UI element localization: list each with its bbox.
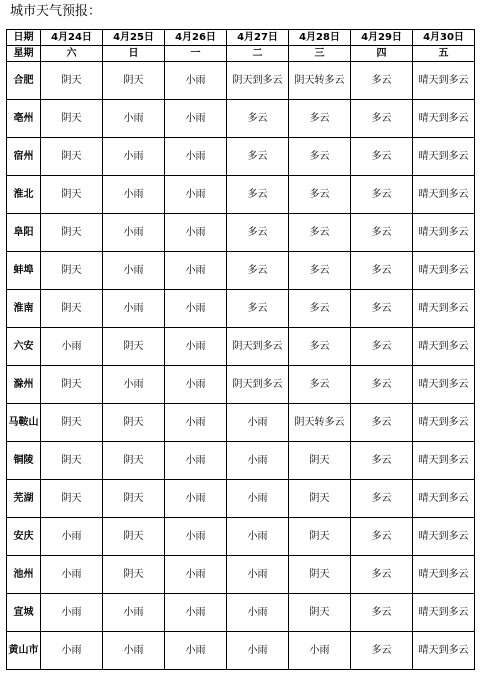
table-row bbox=[7, 556, 475, 594]
forecast-cell: 小雨 bbox=[165, 252, 227, 290]
weekday-label: 星期 bbox=[7, 46, 41, 62]
forecast-cell: 晴天到多云 bbox=[413, 138, 475, 176]
forecast-cell: 阴天 bbox=[103, 62, 165, 100]
date-cell: 4月25日 bbox=[103, 30, 165, 46]
forecast-cell: 阴天 bbox=[103, 328, 165, 366]
forecast-cell: 多云 bbox=[289, 176, 351, 214]
forecast-cell: 小雨 bbox=[227, 442, 289, 480]
table-row bbox=[7, 480, 475, 518]
forecast-cell: 多云 bbox=[227, 214, 289, 252]
forecast-cell: 晴天到多云 bbox=[413, 480, 475, 518]
forecast-cell: 多云 bbox=[289, 214, 351, 252]
forecast-cell: 阴天转多云 bbox=[289, 404, 351, 442]
date-label: 日期 bbox=[7, 30, 41, 46]
forecast-cell: 晴天到多云 bbox=[413, 100, 475, 138]
forecast-table bbox=[6, 29, 475, 670]
weekday-cell: 五 bbox=[413, 46, 475, 62]
header-row-dates bbox=[7, 30, 475, 46]
forecast-cell: 多云 bbox=[351, 442, 413, 480]
forecast-cell: 多云 bbox=[351, 252, 413, 290]
forecast-cell: 阴天 bbox=[289, 518, 351, 556]
city-name: 淮南 bbox=[7, 290, 41, 328]
forecast-cell: 多云 bbox=[289, 252, 351, 290]
forecast-cell: 阴天转多云 bbox=[289, 62, 351, 100]
forecast-cell: 小雨 bbox=[165, 62, 227, 100]
forecast-cell: 小雨 bbox=[103, 176, 165, 214]
city-name: 芜湖 bbox=[7, 480, 41, 518]
forecast-cell: 阴天 bbox=[41, 442, 103, 480]
forecast-cell: 多云 bbox=[289, 366, 351, 404]
forecast-cell: 多云 bbox=[227, 100, 289, 138]
forecast-cell: 阴天 bbox=[41, 214, 103, 252]
forecast-cell: 小雨 bbox=[165, 632, 227, 670]
date-cell: 4月24日 bbox=[41, 30, 103, 46]
table-row bbox=[7, 252, 475, 290]
weekday-cell: 三 bbox=[289, 46, 351, 62]
city-name: 六安 bbox=[7, 328, 41, 366]
table-row bbox=[7, 442, 475, 480]
forecast-cell: 晴天到多云 bbox=[413, 366, 475, 404]
forecast-cell: 小雨 bbox=[41, 632, 103, 670]
forecast-cell: 多云 bbox=[227, 290, 289, 328]
forecast-cell: 晴天到多云 bbox=[413, 594, 475, 632]
forecast-cell: 晴天到多云 bbox=[413, 404, 475, 442]
table-row bbox=[7, 214, 475, 252]
forecast-cell: 小雨 bbox=[41, 594, 103, 632]
forecast-cell: 小雨 bbox=[227, 594, 289, 632]
date-cell: 4月29日 bbox=[351, 30, 413, 46]
forecast-cell: 晴天到多云 bbox=[413, 62, 475, 100]
forecast-cell: 多云 bbox=[351, 404, 413, 442]
forecast-cell: 晴天到多云 bbox=[413, 442, 475, 480]
forecast-cell: 小雨 bbox=[103, 594, 165, 632]
forecast-cell: 阴天 bbox=[41, 176, 103, 214]
forecast-cell: 阴天 bbox=[289, 556, 351, 594]
forecast-cell: 多云 bbox=[289, 290, 351, 328]
forecast-cell: 晴天到多云 bbox=[413, 252, 475, 290]
forecast-cell: 多云 bbox=[289, 328, 351, 366]
forecast-cell: 小雨 bbox=[227, 404, 289, 442]
forecast-cell: 多云 bbox=[351, 176, 413, 214]
forecast-cell: 小雨 bbox=[165, 404, 227, 442]
forecast-cell: 阴天到多云 bbox=[227, 62, 289, 100]
forecast-cell: 多云 bbox=[351, 138, 413, 176]
city-name: 安庆 bbox=[7, 518, 41, 556]
forecast-cell: 小雨 bbox=[165, 100, 227, 138]
table-row bbox=[7, 100, 475, 138]
city-name: 阜阳 bbox=[7, 214, 41, 252]
header-row-weekdays bbox=[7, 46, 475, 62]
forecast-cell: 多云 bbox=[351, 214, 413, 252]
forecast-cell: 阴天 bbox=[41, 252, 103, 290]
table-row bbox=[7, 366, 475, 404]
table-row bbox=[7, 138, 475, 176]
forecast-cell: 小雨 bbox=[41, 556, 103, 594]
page-title: 城市天气预报： bbox=[10, 4, 102, 19]
weekday-cell: 一 bbox=[165, 46, 227, 62]
city-name: 滁州 bbox=[7, 366, 41, 404]
forecast-cell: 多云 bbox=[351, 100, 413, 138]
city-name: 马鞍山 bbox=[7, 404, 41, 442]
forecast-cell: 小雨 bbox=[227, 632, 289, 670]
forecast-cell: 晴天到多云 bbox=[413, 328, 475, 366]
city-name: 合肥 bbox=[7, 62, 41, 100]
city-name: 池州 bbox=[7, 556, 41, 594]
date-cell: 4月30日 bbox=[413, 30, 475, 46]
forecast-cell: 小雨 bbox=[103, 290, 165, 328]
forecast-cell: 晴天到多云 bbox=[413, 556, 475, 594]
forecast-cell: 多云 bbox=[351, 366, 413, 404]
forecast-cell: 阴天 bbox=[41, 100, 103, 138]
forecast-cell: 小雨 bbox=[103, 214, 165, 252]
forecast-cell: 阴天 bbox=[103, 556, 165, 594]
forecast-cell: 阴天 bbox=[289, 480, 351, 518]
table-row bbox=[7, 518, 475, 556]
forecast-cell: 多云 bbox=[351, 556, 413, 594]
forecast-cell: 阴天 bbox=[41, 290, 103, 328]
table-row bbox=[7, 328, 475, 366]
forecast-cell: 阴天 bbox=[41, 480, 103, 518]
city-name: 淮北 bbox=[7, 176, 41, 214]
forecast-cell: 阴天到多云 bbox=[227, 366, 289, 404]
forecast-cell: 小雨 bbox=[165, 518, 227, 556]
forecast-cell: 多云 bbox=[351, 594, 413, 632]
forecast-cell: 阴天 bbox=[41, 138, 103, 176]
forecast-cell: 小雨 bbox=[227, 518, 289, 556]
forecast-cell: 小雨 bbox=[103, 366, 165, 404]
city-name: 黄山市 bbox=[7, 632, 41, 670]
forecast-cell: 阴天 bbox=[103, 518, 165, 556]
forecast-cell: 晴天到多云 bbox=[413, 632, 475, 670]
weekday-cell: 日 bbox=[103, 46, 165, 62]
date-cell: 4月27日 bbox=[227, 30, 289, 46]
city-name: 铜陵 bbox=[7, 442, 41, 480]
forecast-cell: 阴天 bbox=[103, 480, 165, 518]
weekday-cell: 二 bbox=[227, 46, 289, 62]
forecast-cell: 多云 bbox=[351, 290, 413, 328]
forecast-cell: 小雨 bbox=[165, 442, 227, 480]
date-cell: 4月26日 bbox=[165, 30, 227, 46]
table-row bbox=[7, 62, 475, 100]
forecast-cell: 小雨 bbox=[165, 594, 227, 632]
forecast-cell: 小雨 bbox=[289, 632, 351, 670]
forecast-cell: 阴天 bbox=[289, 442, 351, 480]
forecast-cell: 阴天 bbox=[289, 594, 351, 632]
forecast-cell: 多云 bbox=[351, 518, 413, 556]
forecast-cell: 阴天到多云 bbox=[227, 328, 289, 366]
forecast-cell: 小雨 bbox=[41, 328, 103, 366]
forecast-cell: 小雨 bbox=[165, 328, 227, 366]
forecast-cell: 晴天到多云 bbox=[413, 290, 475, 328]
forecast-cell: 小雨 bbox=[227, 480, 289, 518]
forecast-cell: 多云 bbox=[351, 632, 413, 670]
forecast-cell: 小雨 bbox=[103, 632, 165, 670]
forecast-cell: 晴天到多云 bbox=[413, 518, 475, 556]
forecast-cell: 多云 bbox=[351, 480, 413, 518]
table-row bbox=[7, 594, 475, 632]
forecast-cell: 多云 bbox=[351, 62, 413, 100]
city-name: 蚌埠 bbox=[7, 252, 41, 290]
city-name: 宣城 bbox=[7, 594, 41, 632]
weekday-cell: 四 bbox=[351, 46, 413, 62]
forecast-cell: 晴天到多云 bbox=[413, 176, 475, 214]
forecast-cell: 小雨 bbox=[165, 138, 227, 176]
forecast-cell: 阴天 bbox=[103, 442, 165, 480]
forecast-cell: 小雨 bbox=[165, 556, 227, 594]
weekday-cell: 六 bbox=[41, 46, 103, 62]
forecast-cell: 多云 bbox=[289, 138, 351, 176]
forecast-cell: 阴天 bbox=[103, 404, 165, 442]
forecast-cell: 小雨 bbox=[165, 214, 227, 252]
forecast-cell: 小雨 bbox=[227, 556, 289, 594]
table-row bbox=[7, 290, 475, 328]
forecast-cell: 多云 bbox=[227, 138, 289, 176]
forecast-cell: 小雨 bbox=[165, 366, 227, 404]
city-name: 宿州 bbox=[7, 138, 41, 176]
forecast-cell: 多云 bbox=[227, 176, 289, 214]
forecast-cell: 小雨 bbox=[165, 290, 227, 328]
forecast-cell: 小雨 bbox=[41, 518, 103, 556]
forecast-cell: 小雨 bbox=[103, 100, 165, 138]
table-row bbox=[7, 176, 475, 214]
table-row bbox=[7, 404, 475, 442]
city-name: 亳州 bbox=[7, 100, 41, 138]
forecast-cell: 小雨 bbox=[103, 138, 165, 176]
forecast-cell: 阴天 bbox=[41, 366, 103, 404]
table-row bbox=[7, 632, 475, 670]
forecast-cell: 小雨 bbox=[165, 480, 227, 518]
forecast-cell: 多云 bbox=[289, 100, 351, 138]
forecast-cell: 晴天到多云 bbox=[413, 214, 475, 252]
forecast-cell: 多云 bbox=[351, 328, 413, 366]
forecast-cell: 小雨 bbox=[165, 176, 227, 214]
forecast-cell: 小雨 bbox=[103, 252, 165, 290]
forecast-cell: 阴天 bbox=[41, 62, 103, 100]
date-cell: 4月28日 bbox=[289, 30, 351, 46]
forecast-cell: 阴天 bbox=[41, 404, 103, 442]
forecast-cell: 多云 bbox=[227, 252, 289, 290]
